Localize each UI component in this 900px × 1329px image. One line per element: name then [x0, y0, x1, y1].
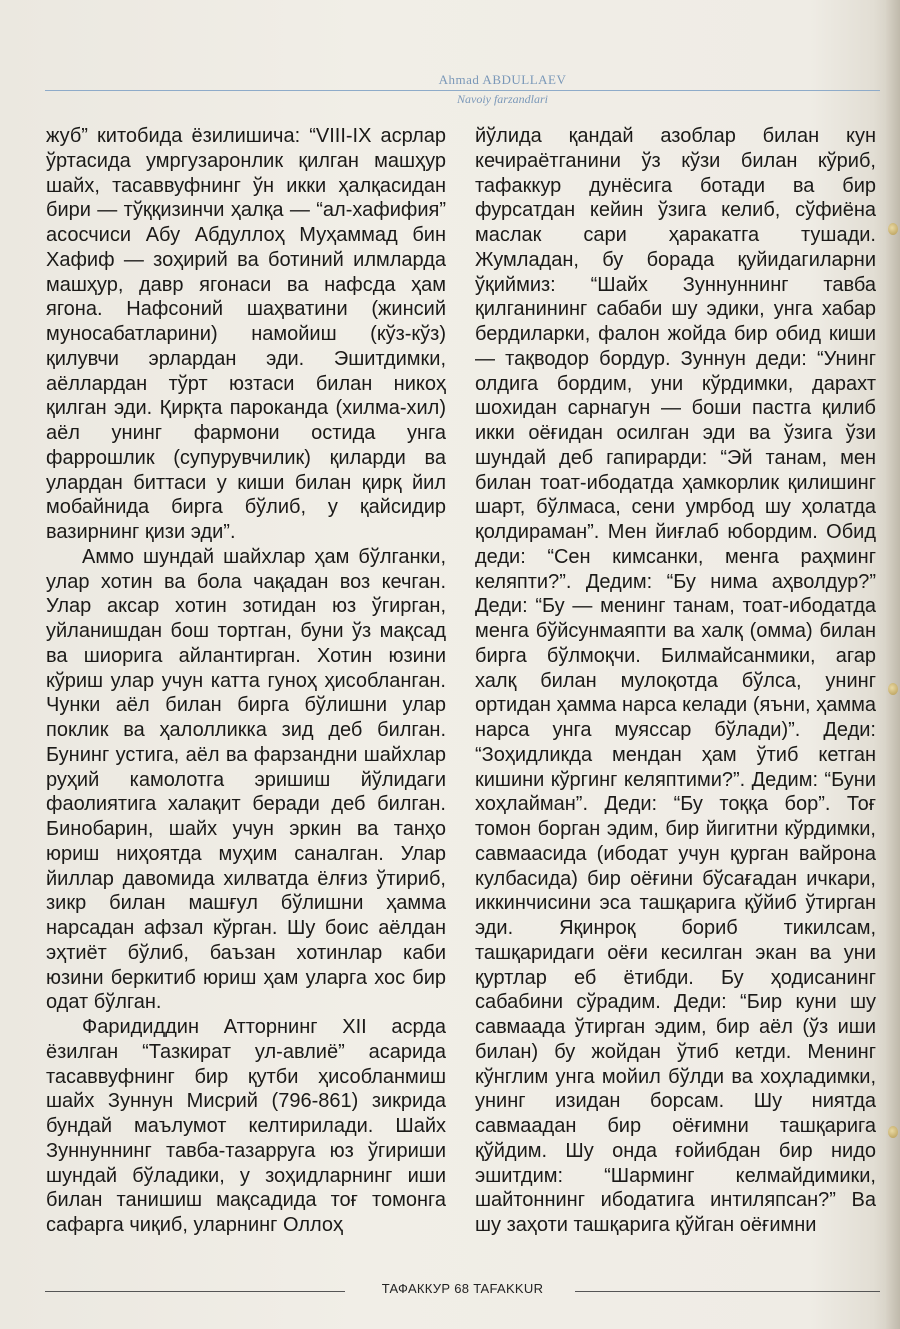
- running-header: [45, 72, 880, 107]
- paragraph: Аммо шундай шайхлар ҳам бўлганки, улар хотин ва бола чақадан воз кечган. Улар аксар хотин зотидан юз ўгирган, уйланишдан бош тортган, буни ўз мақсад ва шиорига айлантирган. Хотин юзини кўриш улар учун катта гуноҳ ҳисобланган. Чунки аёл билан бирга бўлишни улар поклик ва ҳалолликка зид деб билган. Бунинг устига, аёл ва фарзандни шайхлар руҳий камолотга эришиш йўлидаги фаолиятига халақит беради деб билган. Бинобарин, шайх учун эркин ва танҳо юриш ниҳоятда муҳим саналган. Улар йиллар давомида хилватда ёлғиз ўтириб, зикр билан машғул бўлишни ҳамма нарсадан афзал кўрган. Шу боис аёлдан эҳтиёт бўлиб, баъзан хотинлар каби юзини беркитиб юриш ҳам уларга хос бир одат бўлган.: [46, 545, 446, 1014]
- binding-hole-icon: [888, 223, 898, 235]
- text-column-left: [46, 124, 446, 1238]
- page-footer: [45, 1281, 880, 1301]
- header-rule: [45, 90, 880, 91]
- binding-hole-icon: [888, 1126, 898, 1138]
- footer-rule-right: [575, 1291, 880, 1292]
- paragraph: жуб” китобида ёзилишича: “VIII-IX асрлар ўртасида умргузаронлик қилган машҳур шайх, тасаввуфнинг ўн икки ҳалқасидан бири — тўққизинчи ҳалқа — “ал-хафифия” асосчиси Абу Абдуллоҳ Муҳаммад бин Хафиф — зоҳирий ва ботиний илмларда машҳур, давр ягонаси ва нафсда ҳам ягона. Нафсоний шаҳватини (жинсий муносабатларини) намойиш (кўз-кўз) қилувчи эрлардан эди. Эшитдимки, аёллардан тўрт юзтаси билан никоҳ қилган эди. Қирқта пароканда (хилма-хил) аёл унинг фармони остида унга фаррошлик (супурувчилик) қиларди ва улардан биттаси у киши билан қирқ йил мобайнида бирга бўлиб, у қайсидир вазирнинг қизи эди”.: [46, 125, 446, 543]
- paragraph: Фаридиддин Атторнинг XII асрда ёзилган “Тазкират ул-авлиё” асарида тасаввуфнинг бир қутби ҳисобланмиш шайх Зуннун Мисрий (796-861) зикрида бундай маълумот келтирилади. Шайх Зуннуннинг тавба-тазарруга юз ўгириши шундай бўладики, у зоҳидларнинг иши билан танишиш мақсадида тоғ томонга сафарга чиқиб, уларнинг Оллоҳ: [46, 1016, 446, 1236]
- text-column-right: [475, 124, 876, 1238]
- footer-page-label: ТАФАККУР 68 TAFAKKUR: [381, 1281, 544, 1296]
- paragraph: йўлида қандай азоблар билан кун кечираётганини ўз кўзи билан кўриб, тафаккур дунёсига ботади ва бир фурсатдан кейин ўзига келиб, сўфиёна маслак сари ҳаракатга тушади. Жумладан, бу борада қуйидагиларни ўқиймиз: “Шайх Зуннуннинг тавба қилганининг сабаби шу эдики, унга хабар бердиларки, фалон жойда бир обид киши — тақводор бордур. Зуннун деди: “Унинг олдига бордим, уни кўрдимки, дарахт шохидан сарнагун — боши пастга қилиб икки оёғидан осилган эди ва ўзига ўзи шундай деб гапирарди: “Эй танам, мен билан тоат-ибодатда ҳамкорлик қилишинг шарт, бўлмаса, сени умрбод шу ҳолатда қолдираман”. Мен йиғлаб юбордим. Обид деди: “Сен кимсанки, менга раҳминг келяпти?”. Дедим: “Бу нима аҳволдур?” Деди: “Бу — менинг танам, тоат-ибодатда менга бўйсунмаяпти ва халқ (омма) билан бирга бўлмоқчи. Билмайсанмики, агар халқ билан мулоқотда бўлса, унинг ортидан ҳамма нарса келади (яъни, ҳамма нарса унга муяссар бўлади)”. Деди: “Зоҳидликда мендан ҳам ўтиб кетган кишини кўргинг келяптими?”. Дедим: “Буни хоҳлайман”. Деди: “Бу тоққа бор”. Тоғ томон борган эдим, бир йигитни кўрдимки, савмаасида (ибодат учун қурган вайрона кулбасида) бир оёғини бўсағадан ичкари, иккинчисини эса ташқарига қўйиб ўтирган эди. Яқинроқ бориб тикилсам, ташқаридаги оёғи кесилган экан ва уни қуртлар еб ётибди. Бу ҳодисанинг сабабини сўрадим. Деди: “Бир куни шу савмаада ўтирган эдим, бир аёл (ўз иши билан) бу жойдан ўтиб кетди. Менинг кўнглим унга мойил бўлди ва хоҳладимки, унинг изидан борсам. Шу ниятда савмаадан бир оёғимни ташқарига қўйдим. Шу онда ғойибдан бир нидо эшитдим: “Шарминг келмайдимики, шайтоннинг ибодатига интиляпсан?” Ва шу заҳоти ташқарига қўйган оёғимни: [475, 125, 876, 1236]
- header-subtitle: Navoiy farzandlari: [456, 92, 548, 106]
- binding-hole-icon: [888, 683, 898, 695]
- header-author: Ahmad ABDULLAEV: [438, 72, 567, 87]
